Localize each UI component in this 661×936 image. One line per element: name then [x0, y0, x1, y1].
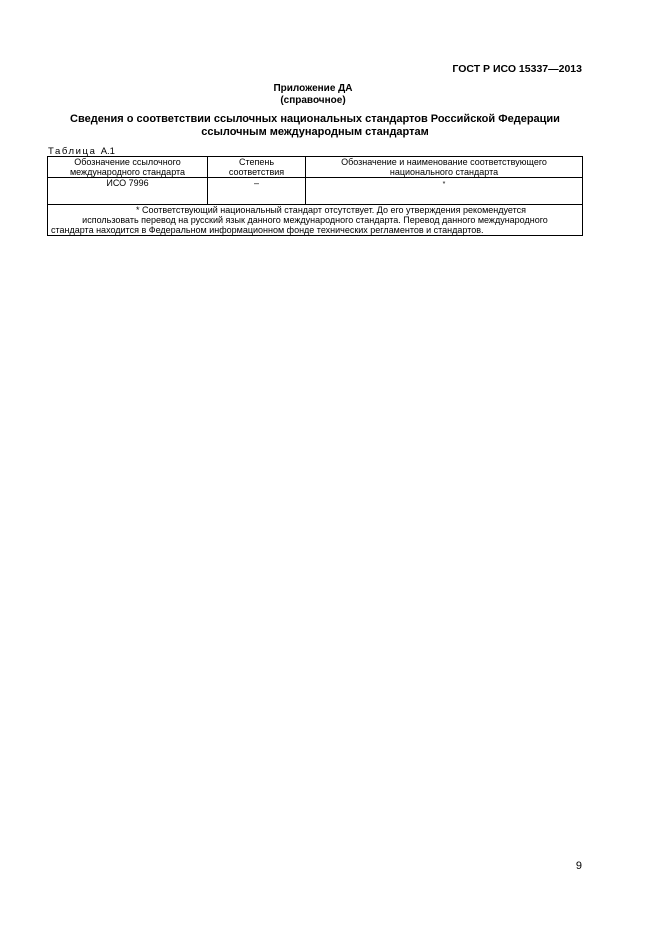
document-code: ГОСТ Р ИСО 15337—2013 [452, 63, 582, 75]
footnote-marker: * [442, 181, 446, 188]
header-cell-line: Обозначение ссылочного [74, 157, 181, 167]
table-number: А.1 [100, 146, 115, 157]
annex-subtitle: (справочное) [280, 95, 346, 106]
footnote-line-3: стандарта находится в Федеральном информационном фонде технических регламентов и стандартов. [51, 225, 484, 235]
cell-standard: ИСО 7996 [48, 178, 208, 205]
page-number: 9 [575, 860, 582, 872]
footnote-line-1: * Соответствующий национальный стандарт отсутствует. До его утверждения рекомендуется [135, 205, 526, 215]
cell-degree: – [208, 178, 306, 205]
header-cell-line: международного стандарта [69, 167, 186, 177]
main-title-line-2: ссылочным международным стандартам [201, 126, 429, 138]
header-cell-line: Обозначение и наименование соответствующего [341, 157, 547, 167]
table-row [48, 178, 583, 205]
header-degree [208, 157, 306, 178]
correspondence-table [47, 156, 583, 236]
main-title-line-1: Сведения о соответствии ссылочных национальных стандартов Российской Федерации [70, 113, 560, 125]
table-footnote [48, 205, 583, 236]
table-header-row [48, 157, 583, 178]
cell-national [306, 178, 583, 205]
annex-title: Приложение ДА [273, 83, 353, 94]
table-label-word: Таблица [48, 146, 97, 157]
header-international-standard [48, 157, 208, 178]
header-cell-line: Степень [238, 157, 275, 167]
main-title [40, 113, 590, 139]
footnote-line-2: использовать перевод на русский язык данного международного стандарта. Перевод данного международного [82, 215, 548, 225]
header-national-standard [306, 157, 583, 178]
header-cell-line: соответствия [228, 167, 285, 177]
header-cell-line: национального стандарта [389, 167, 499, 177]
table-footnote-row [48, 205, 583, 236]
